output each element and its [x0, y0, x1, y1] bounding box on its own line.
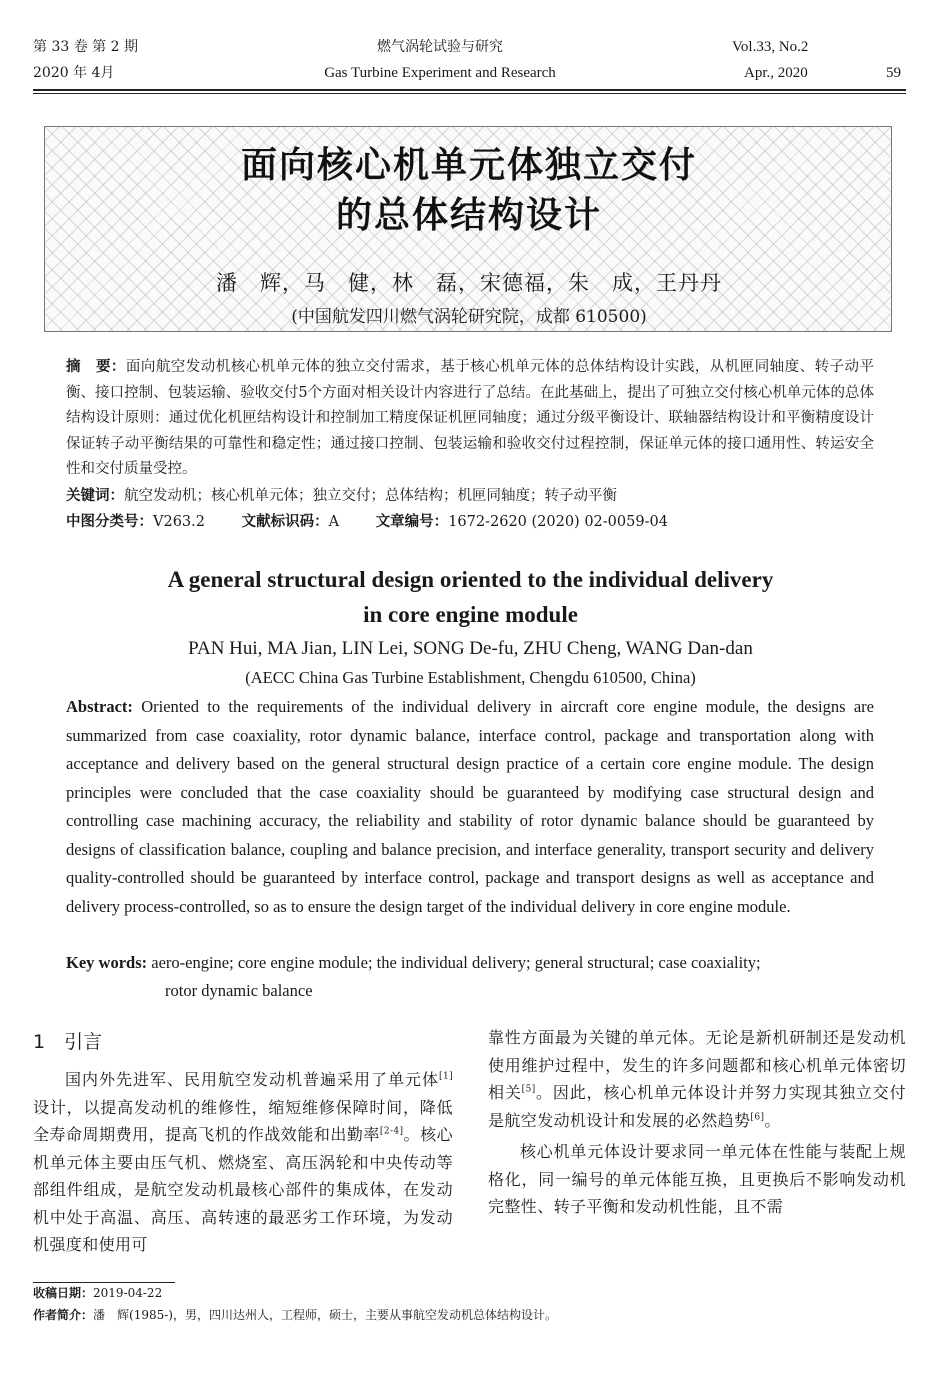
cn-keywords-label: 关键词：	[66, 488, 124, 504]
citation-ref: [2-4]	[379, 1126, 404, 1137]
body-paragraph: 核心机单元体设计要求同一单元体在性能与装配上规格化，同一编号的单元体能互换，且更换后不影响发动机完整性、转子平衡和发动机性能，且不需	[488, 1142, 906, 1216]
en-keywords-line1: aero-engine; core engine module; the individual delivery; general structural; case coaxiality;	[151, 953, 761, 972]
en-keywords-label: Key words:	[66, 953, 148, 972]
en-keywords	[66, 949, 886, 978]
en-authors: PAN Hui, MA Jian, LIN Lei, SONG De-fu, ZHU Cheng, WANG Dan-dan	[188, 638, 753, 659]
cn-classification	[66, 510, 874, 536]
header-volume-issue: 第 33 卷 第 2 期	[33, 39, 138, 55]
footnote-received	[33, 1284, 162, 1302]
header-vol-no: Vol.33, No.2	[732, 39, 809, 55]
body-paragraph	[488, 1024, 906, 1134]
citation-ref: [6]	[750, 1112, 765, 1123]
clc-label: 中图分类号：	[66, 514, 153, 530]
body-text: 靠性方面最为关键的单元体。无论是新机研制还是发动机使用维护过程中，发生的许多问题都和核心机单元体密切相关	[488, 1028, 906, 1102]
en-keywords-cont: rotor dynamic balance	[165, 981, 313, 1000]
page-number: 59	[886, 65, 901, 81]
header-date-cn: 2020 年 4月	[33, 65, 115, 81]
body-text: 国内外先进军、民用航空发动机普遍采用了单元体	[65, 1070, 440, 1089]
body-text: 。因此，核心机单元体设计并努力实现其独立交付是航空发动机设计和发展的必然趋势	[488, 1083, 906, 1130]
header-rule-thick	[33, 89, 906, 91]
received-label: 收稿日期：	[33, 1286, 94, 1300]
body-text: 。	[764, 1110, 781, 1130]
header-journal-cn: 燃气涡轮试验与研究	[377, 39, 503, 55]
citation-ref: [5]	[521, 1084, 536, 1095]
article-no-label: 文章编号：	[375, 514, 449, 530]
title-box	[44, 126, 892, 332]
citation-ref: [1]	[439, 1071, 453, 1082]
header-journal-en: Gas Turbine Experiment and Research	[324, 65, 556, 81]
body-left-column	[33, 1066, 453, 1259]
cn-abstract-text: 面向航空发动机核心机单元体的独立交付需求，基于核心机单元体的总体结构设计实践，从机匣同轴度、转子动平衡、接口控制、包装运输、验收交付5个方面对相关设计内容进行了总结。在此基础上，提出了可独立交付核心机单元体的总体结构设计原则：通过优化机匣结构设计和控制加工精度保证机匣同轴度；通过分级平衡设计、联轴器结构设计和平衡精度设计保证转子动平衡结果的可靠性和稳定性；通过接口控制、包装运输和验收交付过程控制，保证单元体的接口通用性、转运安全性和交付质量受控。	[66, 359, 874, 477]
cn-authors: 潘 辉，马 健，林 磊，宋德福，朱 成，王丹丹	[216, 271, 722, 295]
footnote-rule	[33, 1282, 175, 1283]
cn-title-line2: 的总体结构设计	[335, 195, 602, 236]
cn-keywords	[66, 484, 874, 510]
en-title-line2: in core engine module	[363, 602, 578, 627]
en-abstract	[66, 693, 874, 921]
footnote-author	[33, 1306, 557, 1324]
cn-abstract	[66, 355, 874, 483]
body-text: 设计，以提高发动机的维修性，缩短维修保障时间，降低全寿命周期费用，提高飞机的作战效能和出勤率	[33, 1097, 453, 1144]
body-paragraph	[33, 1066, 453, 1259]
header-rule-thin	[33, 93, 906, 94]
cn-keywords-text: 航空发动机；核心机单元体；独立交付；总体结构；机匣同轴度；转子动平衡	[124, 488, 617, 504]
doc-code-value: A	[328, 514, 340, 530]
cn-abstract-label: 摘 要：	[66, 359, 126, 375]
header-date-en: Apr., 2020	[744, 65, 808, 81]
en-abstract-text: Oriented to the requirements of the individual delivery in aircraft core engine module, the designs are summarized from case coaxiality, rotor dynamic balance, interface control, package and transportation along with acceptance and delivery based on the general structural design practice of a certain core engine module. The design principles were concluded that the case coaxiality should be guaranteed by modifying case structural design and controlling case machining accuracy, the reliability and stability of rotor dynamic balance should be guaranteed by designs of classification balance, coupling and balance precision, and interface generality, transport security and delivery quality-controlled should be guaranteed by interface control, package and transport designs as well as acceptance and delivery process-controlled, so as to ensure the design target of the individual delivery in core engine module.	[66, 697, 874, 916]
en-abstract-label: Abstract:	[66, 697, 133, 716]
body-text: 。核心机单元体主要由压气机、燃烧室、高压涡轮和中央传动等部组件组成，是航空发动机最核心部件的集成体，在发动机中处于高温、高压、高转速的最恶劣工作环境，为发动机强度和使用可	[33, 1125, 453, 1254]
article-no-value: 1672-2620 (2020) 02-0059-04	[448, 514, 668, 530]
author-bio-label: 作者简介：	[33, 1308, 94, 1322]
received-value: 2019-04-22	[93, 1286, 163, 1300]
doc-code-label: 文献标识码：	[241, 514, 329, 530]
en-affiliation: (AECC China Gas Turbine Establishment, Chengdu 610500, China)	[245, 668, 696, 687]
cn-affiliation: (中国航发四川燃气涡轮研究院，成都 610500)	[291, 307, 647, 327]
section-heading: 1 引言	[33, 1031, 103, 1053]
clc-value: V263.2	[153, 514, 205, 530]
author-bio-value: 潘 辉(1985-)，男，四川达州人，工程师，硕士，主要从事航空发动机总体结构设计。	[93, 1308, 557, 1322]
cn-title-line1: 面向核心机单元体独立交付	[240, 145, 697, 186]
en-title-line1: A general structural design oriented to the individual delivery	[167, 567, 774, 592]
body-right-column	[488, 1024, 906, 1221]
